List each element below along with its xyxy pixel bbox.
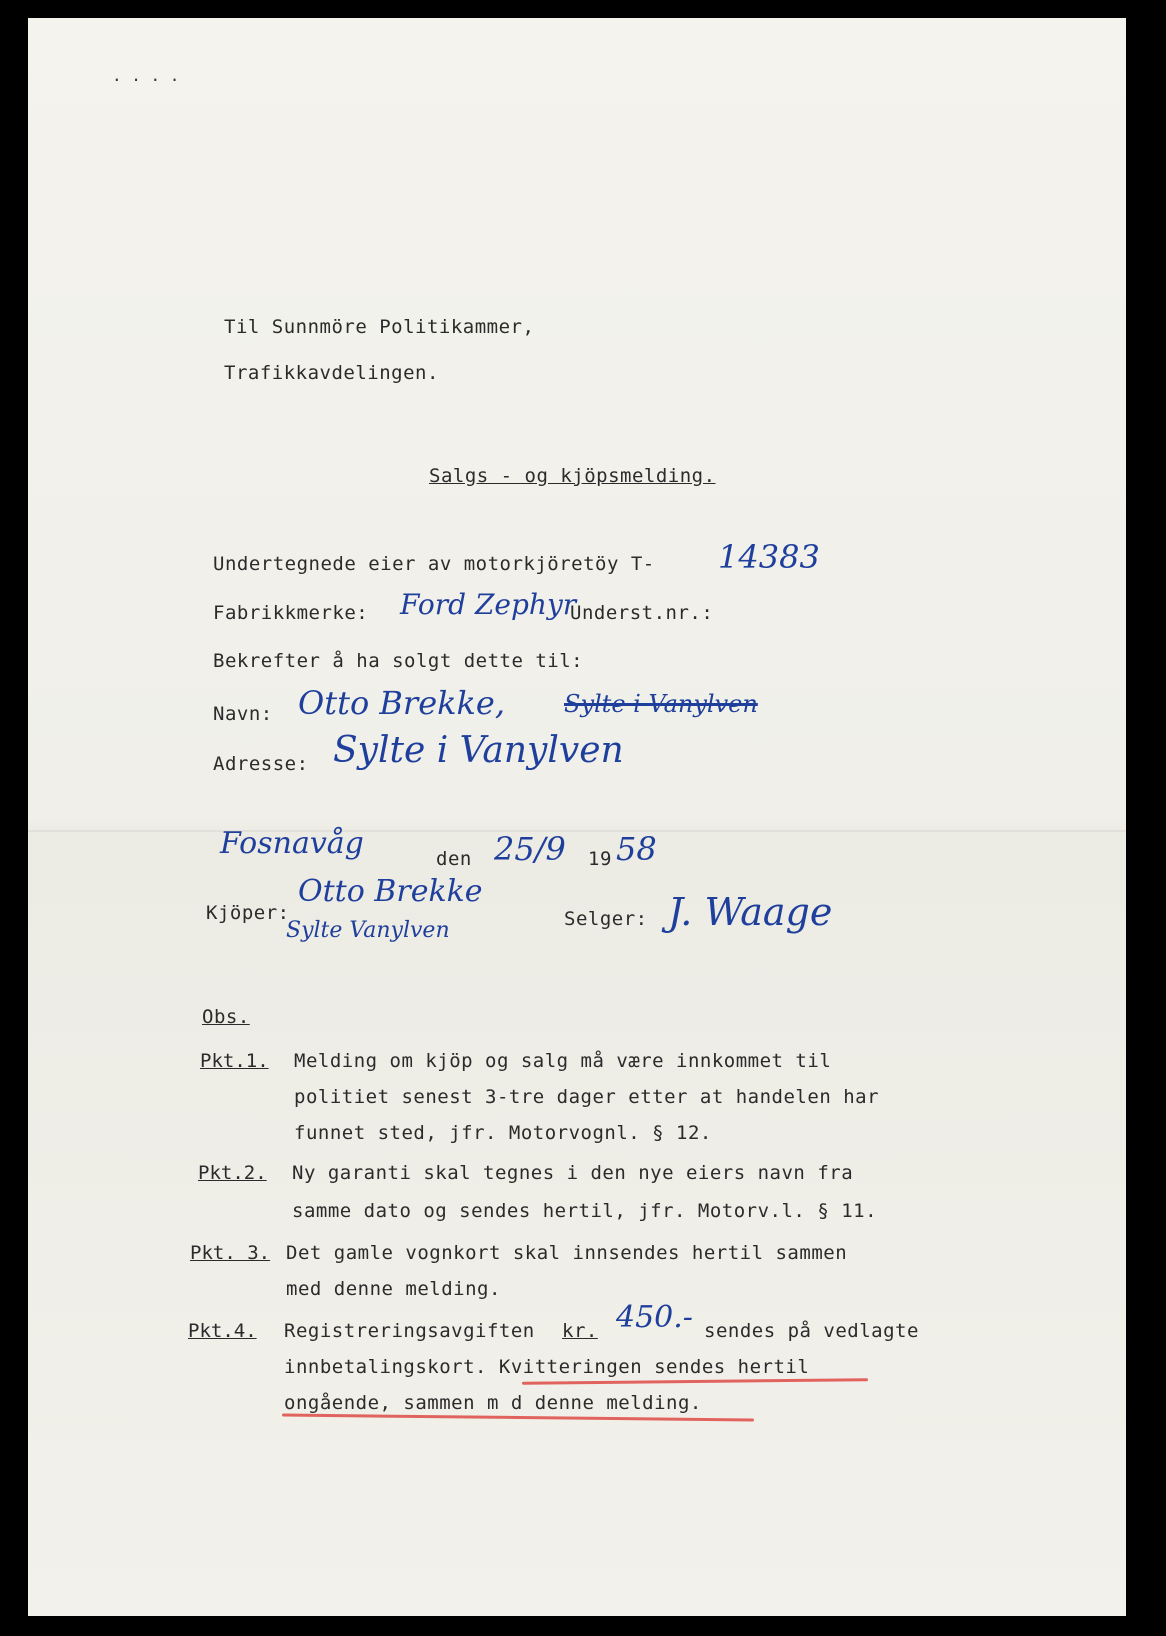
recipient-line1: Til Sunnmöre Politikammer,	[224, 316, 535, 338]
reg-number-handwritten: 14383	[718, 538, 820, 576]
point-2-label: Pkt.2.	[198, 1162, 267, 1184]
point-4-line1-a: Registreringsavgiften	[284, 1320, 535, 1342]
point-4-line2: innbetalingskort. Kvitteringen sendes hertil	[284, 1356, 810, 1378]
point-4-label: Pkt.4.	[188, 1320, 257, 1342]
red-underline-2	[282, 1414, 754, 1422]
buyer-name-handwritten: Otto Brekke,	[298, 684, 506, 722]
paper-fold	[28, 830, 1126, 832]
confirm-line: Bekrefter å ha solgt dette til:	[213, 650, 584, 672]
point-1-line3: funnet sted, jfr. Motorvognl. § 12.	[294, 1122, 712, 1144]
selger-signature: J. Waage	[668, 890, 833, 934]
point-4-kr: kr.	[562, 1320, 598, 1342]
address-handwritten: Sylte i Vanylven	[333, 730, 624, 771]
address-label: Adresse:	[213, 753, 309, 775]
recipient-line2: Trafikkavdelingen.	[224, 362, 439, 384]
document-page	[28, 18, 1126, 1616]
date-handwritten: 25/9	[494, 830, 566, 868]
header-marks: . . . .	[112, 66, 180, 85]
point-3	[190, 1242, 270, 1264]
kjoper-label: Kjöper:	[206, 902, 290, 924]
underst-label: Underst.nr.:	[570, 602, 714, 624]
den-label: den	[436, 848, 472, 870]
point-4-line3: ongående, sammen m d denne melding.	[284, 1392, 702, 1414]
point-3-line2: med denne melding.	[286, 1278, 501, 1300]
point-4-line1-b: sendes på vedlagte	[704, 1320, 919, 1342]
point-2-line2: samme dato og sendes hertil, jfr. Motorv.l. § 11.	[292, 1200, 878, 1222]
year-suffix-handwritten: 58	[616, 830, 657, 868]
point-2	[198, 1162, 267, 1184]
red-underline-1	[522, 1378, 868, 1385]
obs-label: Obs.	[202, 1006, 250, 1028]
point-1-label: Pkt.1.	[200, 1050, 269, 1072]
point-4	[188, 1320, 257, 1342]
point-3-line1: Det gamle vognkort skal innsendes hertil sammen	[286, 1242, 848, 1264]
place-handwritten: Fosnavåg	[220, 826, 364, 861]
point-1-line1: Melding om kjöp og salg må være innkommet til	[294, 1050, 832, 1072]
selger-label: Selger:	[564, 908, 648, 930]
kjoper-signature: Otto Brekke	[298, 874, 483, 909]
year-prefix: 19	[588, 848, 612, 870]
make-handwritten: Ford Zephyr	[400, 588, 577, 621]
name-label: Navn:	[213, 703, 273, 725]
kjoper-signature-address: Sylte Vanylven	[286, 918, 450, 943]
point-1-line2: politiet senest 3-tre dager etter at handelen har	[294, 1086, 880, 1108]
buyer-name-struck: Sylte i Vanylven	[564, 690, 758, 718]
point-1	[200, 1050, 269, 1072]
fee-handwritten: 450.-	[616, 1300, 693, 1335]
make-label: Fabrikkmerke:	[213, 602, 369, 624]
owner-label: Undertegnede eier av motorkjöretöy T-	[213, 553, 655, 575]
point-2-line1: Ny garanti skal tegnes i den nye eiers navn fra	[292, 1162, 854, 1184]
document-title: Salgs - og kjöpsmelding.	[429, 465, 716, 487]
point-3-label: Pkt. 3.	[190, 1242, 271, 1264]
